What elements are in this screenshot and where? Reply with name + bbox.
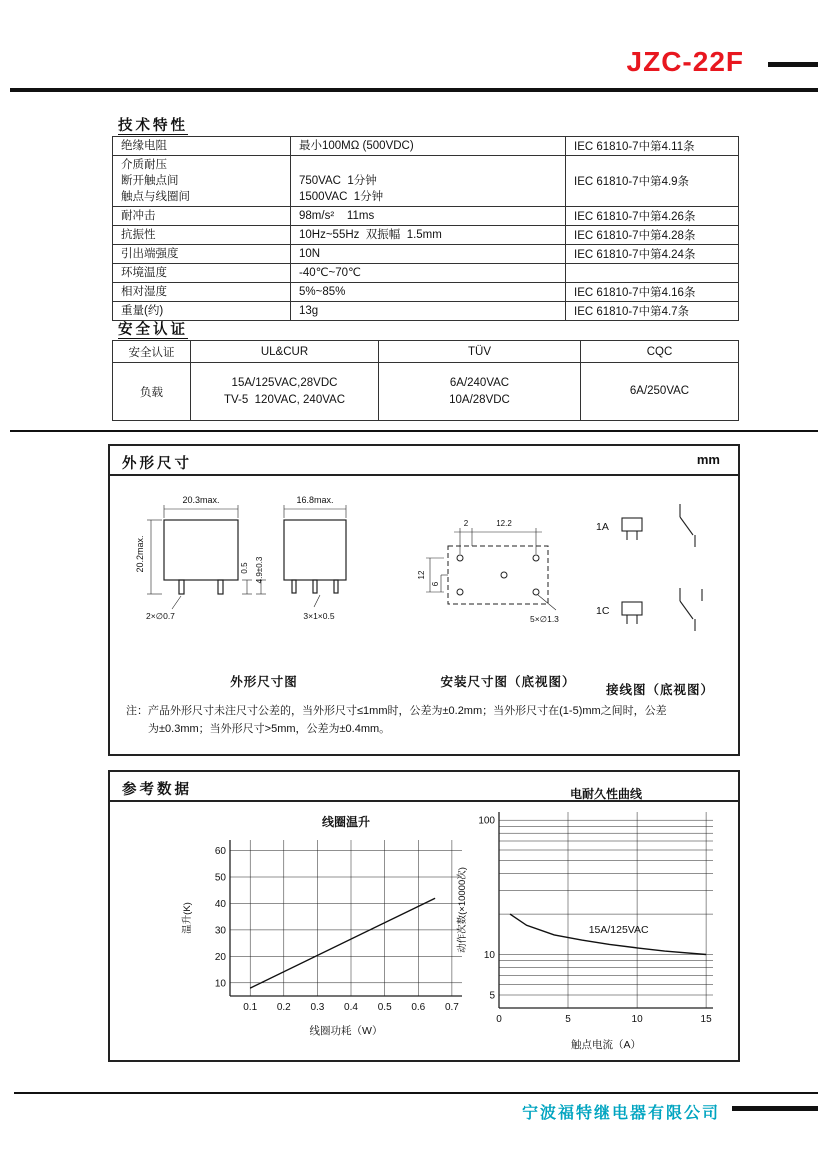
page-title: JZC-22F: [626, 46, 744, 77]
table-cell: 98m/s² 11ms: [291, 207, 566, 226]
svg-text:10: 10: [631, 1014, 643, 1025]
table-cell: IEC 61810-7中第4.24条: [566, 245, 739, 264]
footer-rule: [14, 1092, 818, 1094]
svg-text:0.3: 0.3: [310, 1002, 325, 1013]
column-header: UL&CUR: [191, 341, 379, 363]
table-row: [113, 264, 739, 283]
svg-text:5: 5: [565, 1014, 571, 1025]
svg-text:电耐久性曲线: 电耐久性曲线: [569, 787, 643, 801]
table-cell: 抗振性: [113, 226, 291, 245]
note-line-2: 为±0.3mm；当外形尺寸>5mm，公差为±0.4mm。: [148, 723, 391, 735]
svg-text:100: 100: [478, 815, 495, 827]
table-row: [113, 156, 739, 207]
svg-text:60: 60: [214, 846, 226, 858]
table-row: [113, 137, 739, 156]
mounting-drawing: [408, 504, 608, 656]
svg-text:30: 30: [214, 925, 226, 937]
svg-text:15A/125VAC: 15A/125VAC: [588, 923, 649, 936]
table-cell: IEC 61810-7中第4.11条: [566, 137, 739, 156]
outline-caption: 外形尺寸图: [230, 675, 298, 689]
dim-label-pin-thickness: 0.5: [240, 562, 249, 574]
table-cell: 6A/240VAC 10A/28VDC: [379, 363, 581, 421]
dimensions-note: [126, 702, 726, 738]
column-header: 安全认证: [113, 341, 191, 363]
dimensions-panel: [108, 444, 740, 756]
svg-text:10: 10: [214, 978, 226, 990]
svg-text:0.6: 0.6: [411, 1002, 426, 1013]
table-cell: 最小100MΩ (500VDC): [291, 137, 566, 156]
table-cell: 绝缘电阻: [113, 137, 291, 156]
tech-table-body: [113, 137, 739, 321]
table-cell: 环境温度: [113, 264, 291, 283]
table-cell: 引出端强度: [113, 245, 291, 264]
title-dash: [768, 62, 818, 67]
wiring-caption: 接线图（底视图）: [605, 683, 714, 697]
svg-text:线圈温升: 线圈温升: [321, 815, 371, 829]
note-line-1: 注：产品外形尺寸未注尺寸公差的，当外形尺寸≤1mm时，公差为±0.2mm；当外形尺寸在(1-5)mm之间时，公差: [126, 705, 667, 717]
dimensions-heading: 外形尺寸: [122, 456, 192, 472]
dimensions-panel-header: [110, 446, 738, 476]
table-cell: 10Hz~55Hz 双振幅 1.5mm: [291, 226, 566, 245]
dim-label-mount-pitch: 12.2: [496, 519, 512, 528]
coil-temperature-chart: [180, 808, 480, 1038]
svg-text:温升(K): 温升(K): [182, 902, 193, 934]
safety-table-body: [113, 363, 739, 421]
svg-text:20: 20: [214, 951, 226, 963]
dim-label-mount-holes: 5×∅1.3: [530, 614, 559, 624]
table-cell: 13g: [291, 302, 566, 321]
table-cell: 重量(约): [113, 302, 291, 321]
table-row: [113, 245, 739, 264]
svg-text:触点电流（A）: 触点电流（A）: [570, 1039, 642, 1051]
table-row: [113, 226, 739, 245]
table-cell: IEC 61810-7中第4.9条: [566, 156, 739, 207]
table-cell: IEC 61810-7中第4.16条: [566, 283, 739, 302]
svg-text:动作次数(×10000次): 动作次数(×10000次): [457, 867, 468, 953]
row-header: 负载: [113, 363, 191, 421]
table-cell: IEC 61810-7中第4.26条: [566, 207, 739, 226]
table-row: [113, 363, 739, 421]
endurance-chart: [455, 784, 727, 1052]
dim-label-pin-dia: 2×∅0.7: [146, 611, 175, 621]
svg-text:线圈功耗（W）: 线圈功耗（W）: [309, 1025, 383, 1037]
outline-drawing: [134, 492, 394, 666]
table-cell: 介质耐压 断开触点间 触点与线圈间: [113, 156, 291, 207]
table-cell: [566, 264, 739, 283]
table-cell: IEC 61810-7中第4.7条: [566, 302, 739, 321]
mounting-caption: 安装尺寸图（底视图）: [440, 675, 576, 689]
table-row: [113, 207, 739, 226]
column-header: TÜV: [379, 341, 581, 363]
section-divider-rule: [10, 430, 818, 432]
table-row: [113, 302, 739, 321]
svg-text:10: 10: [483, 950, 495, 961]
dim-label-side-pins: 3×1×0.5: [303, 611, 335, 621]
svg-text:50: 50: [214, 872, 226, 884]
table-cell: 相对湿度: [113, 283, 291, 302]
safety-table-head-row: [113, 341, 739, 363]
svg-text:0.5: 0.5: [377, 1002, 392, 1013]
table-cell: IEC 61810-7中第4.28条: [566, 226, 739, 245]
table-cell: 耐冲击: [113, 207, 291, 226]
table-cell: 6A/250VAC: [581, 363, 739, 421]
safety-table: [112, 340, 739, 421]
footer-company: 宁波福特继电器有限公司: [521, 1105, 720, 1122]
wiring-diagram: [592, 490, 727, 664]
reference-panel: [108, 770, 740, 1062]
dim-label-pin-length: 4.9±0.3: [255, 556, 264, 584]
form-a-label: 1A: [596, 521, 609, 533]
safety-section-heading: 安全认证: [118, 322, 188, 338]
table-row: [113, 283, 739, 302]
dimensions-unit: mm: [696, 452, 720, 467]
svg-text:0.1: 0.1: [243, 1002, 258, 1013]
tech-section-heading: 技术特性: [118, 118, 188, 134]
form-c-label: 1C: [596, 605, 610, 617]
svg-text:0.2: 0.2: [276, 1002, 291, 1013]
dim-label-side-width: 16.8max.: [296, 495, 334, 505]
svg-text:0: 0: [496, 1014, 502, 1025]
dim-label-mount-height: 12: [417, 570, 426, 580]
svg-text:0.4: 0.4: [344, 1002, 358, 1013]
column-header: CQC: [581, 341, 739, 363]
svg-text:0.7: 0.7: [444, 1002, 459, 1013]
table-cell: 5%~85%: [291, 283, 566, 302]
table-cell: 10N: [291, 245, 566, 264]
dim-label-front-height: 20.2max.: [135, 535, 145, 573]
table-cell: 15A/125VAC,28VDC TV-5 120VAC, 240VAC: [191, 363, 379, 421]
top-rule: [10, 88, 818, 92]
dim-label-front-width: 20.3max.: [182, 495, 220, 505]
table-cell: 750VAC 1分钟 1500VAC 1分钟: [291, 156, 566, 207]
footer-dash: [732, 1106, 818, 1111]
dim-label-mount-half: 6: [431, 581, 440, 587]
dim-label-mount-offset: 2: [463, 519, 469, 528]
svg-text:15: 15: [700, 1014, 712, 1025]
reference-heading: 参考数据: [122, 782, 192, 798]
svg-text:5: 5: [489, 990, 495, 1002]
tech-table: [112, 136, 739, 321]
svg-text:40: 40: [214, 899, 226, 910]
table-cell: -40℃~70℃: [291, 264, 566, 283]
